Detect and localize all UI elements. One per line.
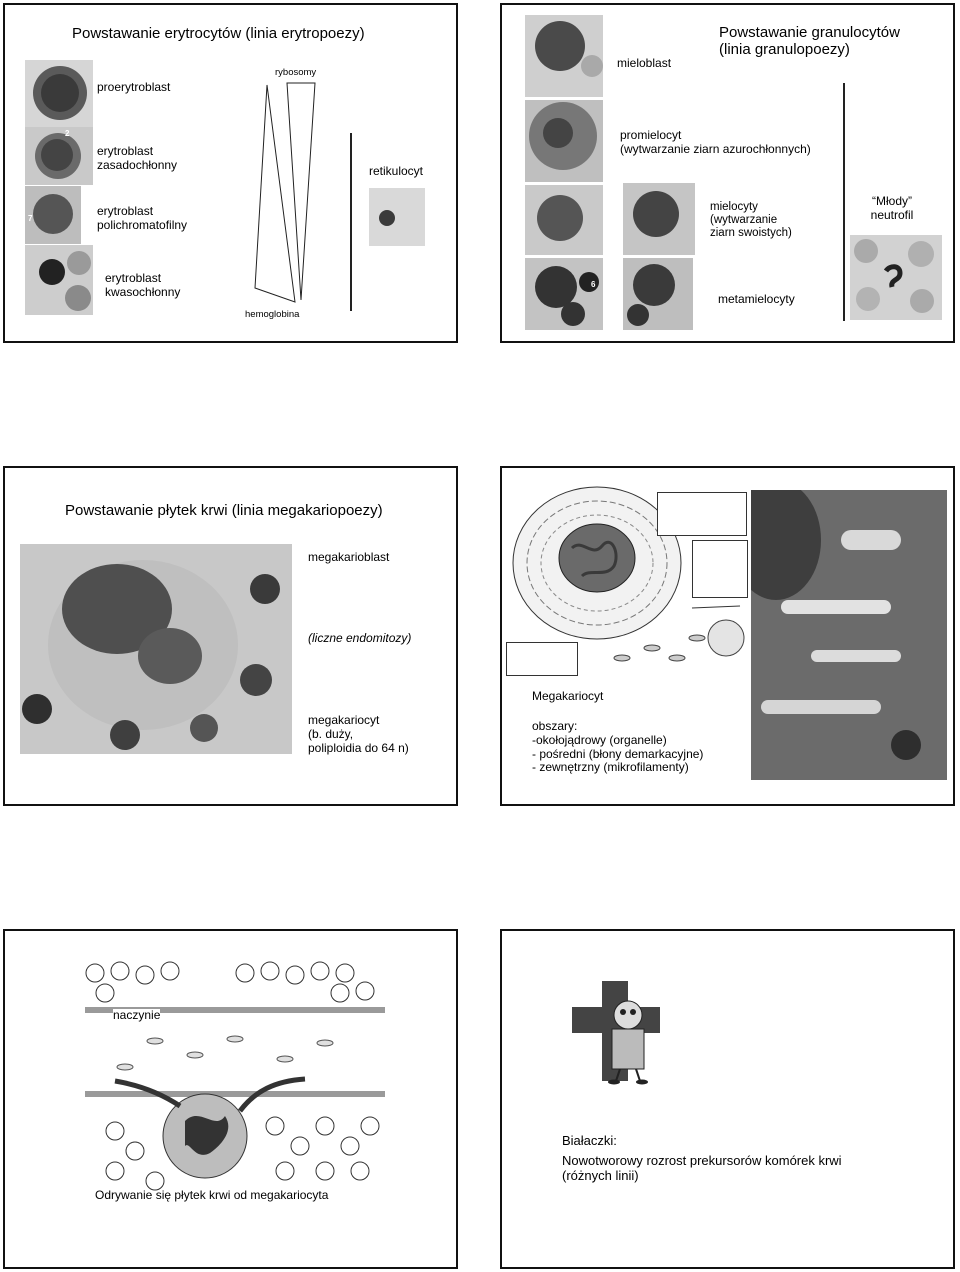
divider-line xyxy=(350,133,352,311)
promyelocyte-label: promielocyt (wytwarzanie ziarn azurochłonnych) xyxy=(620,128,811,156)
micrograph-metamyelocyte-1 xyxy=(525,258,603,330)
stage-proerythroblast: proerytroblast xyxy=(97,80,171,94)
stage-polychromatophilic-erythroblast: erytroblast polichromatofilny xyxy=(97,204,188,232)
reticulocyte-label: retikulocyt xyxy=(369,164,424,178)
slide-megakaryopoiesis xyxy=(3,466,458,806)
micrograph-metamyelocyte-2 xyxy=(623,258,693,330)
micrograph-myeloblast xyxy=(525,15,603,97)
slide-platelet-shedding xyxy=(3,929,458,1269)
slide-erythropoiesis xyxy=(3,3,458,343)
slide-granulopoiesis xyxy=(500,3,955,343)
endomitosis-label: (liczne endomitozy) xyxy=(308,631,412,645)
slide-leukemia xyxy=(500,929,955,1269)
young-neutrophil-label: “Młody” neutrofil xyxy=(870,194,914,222)
label-box-2 xyxy=(692,540,748,598)
photo-number: 2 xyxy=(65,129,70,138)
micrograph-myelocyte-2 xyxy=(623,183,695,255)
label-box-3 xyxy=(506,642,578,676)
slide-title: Powstawanie granulocytów (linia granulopoezy) xyxy=(719,24,900,59)
micrograph-myelocyte-1 xyxy=(525,185,603,255)
stage-acidophilic-erythroblast: erytroblast kwasochłonny xyxy=(105,271,181,299)
myelocyte-label: mielocyty (wytwarzanie ziarn swoistych) xyxy=(710,201,792,240)
ribosomes-label: rybosomy xyxy=(275,67,317,78)
vessel-label: naczynie xyxy=(113,1008,161,1022)
micrograph-young-neutrophil xyxy=(850,235,942,320)
electron-micrograph xyxy=(751,490,947,780)
divider-line xyxy=(843,83,845,321)
photo-number: 6 xyxy=(591,280,596,289)
slide-title: Białaczki: xyxy=(562,1133,617,1148)
megakaryocyte-title: Megakariocyt xyxy=(532,689,604,703)
doctor-cross-clipart xyxy=(502,931,955,1131)
hemoglobin-label: hemoglobina xyxy=(245,309,300,320)
slide-caption: Odrywanie się płytek krwi od megakariocyta xyxy=(95,1188,329,1202)
zones-list: obszary: -okołojądrowy (organelle) - pośredni (błony demarkacyjne) - zewnętrzny (mikrofilamenty) xyxy=(532,719,704,775)
metamyelocyte-label: metamielocyty xyxy=(718,292,795,306)
leukemia-definition: Nowotworowy rozrost prekursorów komórek krwi (różnych linii) xyxy=(562,1153,842,1183)
stage-basophilic-erythroblast: erytroblast zasadochłonny xyxy=(97,144,178,172)
platelet-shedding-diagram xyxy=(5,931,458,1269)
myeloblast-label: mieloblast xyxy=(617,56,672,70)
micrograph-reticulocyte xyxy=(369,188,425,246)
label-box-1 xyxy=(657,492,747,536)
slide-title: Powstawanie płytek krwi (linia megakariopoezy) xyxy=(65,502,383,519)
photo-number: 7 xyxy=(28,214,33,223)
slide-title: Powstawanie erytrocytów (linia erytropoezy) xyxy=(72,25,365,42)
megakaryocyte-label: megakariocyt (b. duży, poliploidia do 64 n) xyxy=(308,713,409,755)
micrograph-megakaryocyte xyxy=(20,544,292,754)
micrograph-promyelocyte xyxy=(525,100,603,182)
megakaryoblast-label: megakarioblast xyxy=(308,550,390,564)
slide-megakaryocyte-zones xyxy=(500,466,955,806)
